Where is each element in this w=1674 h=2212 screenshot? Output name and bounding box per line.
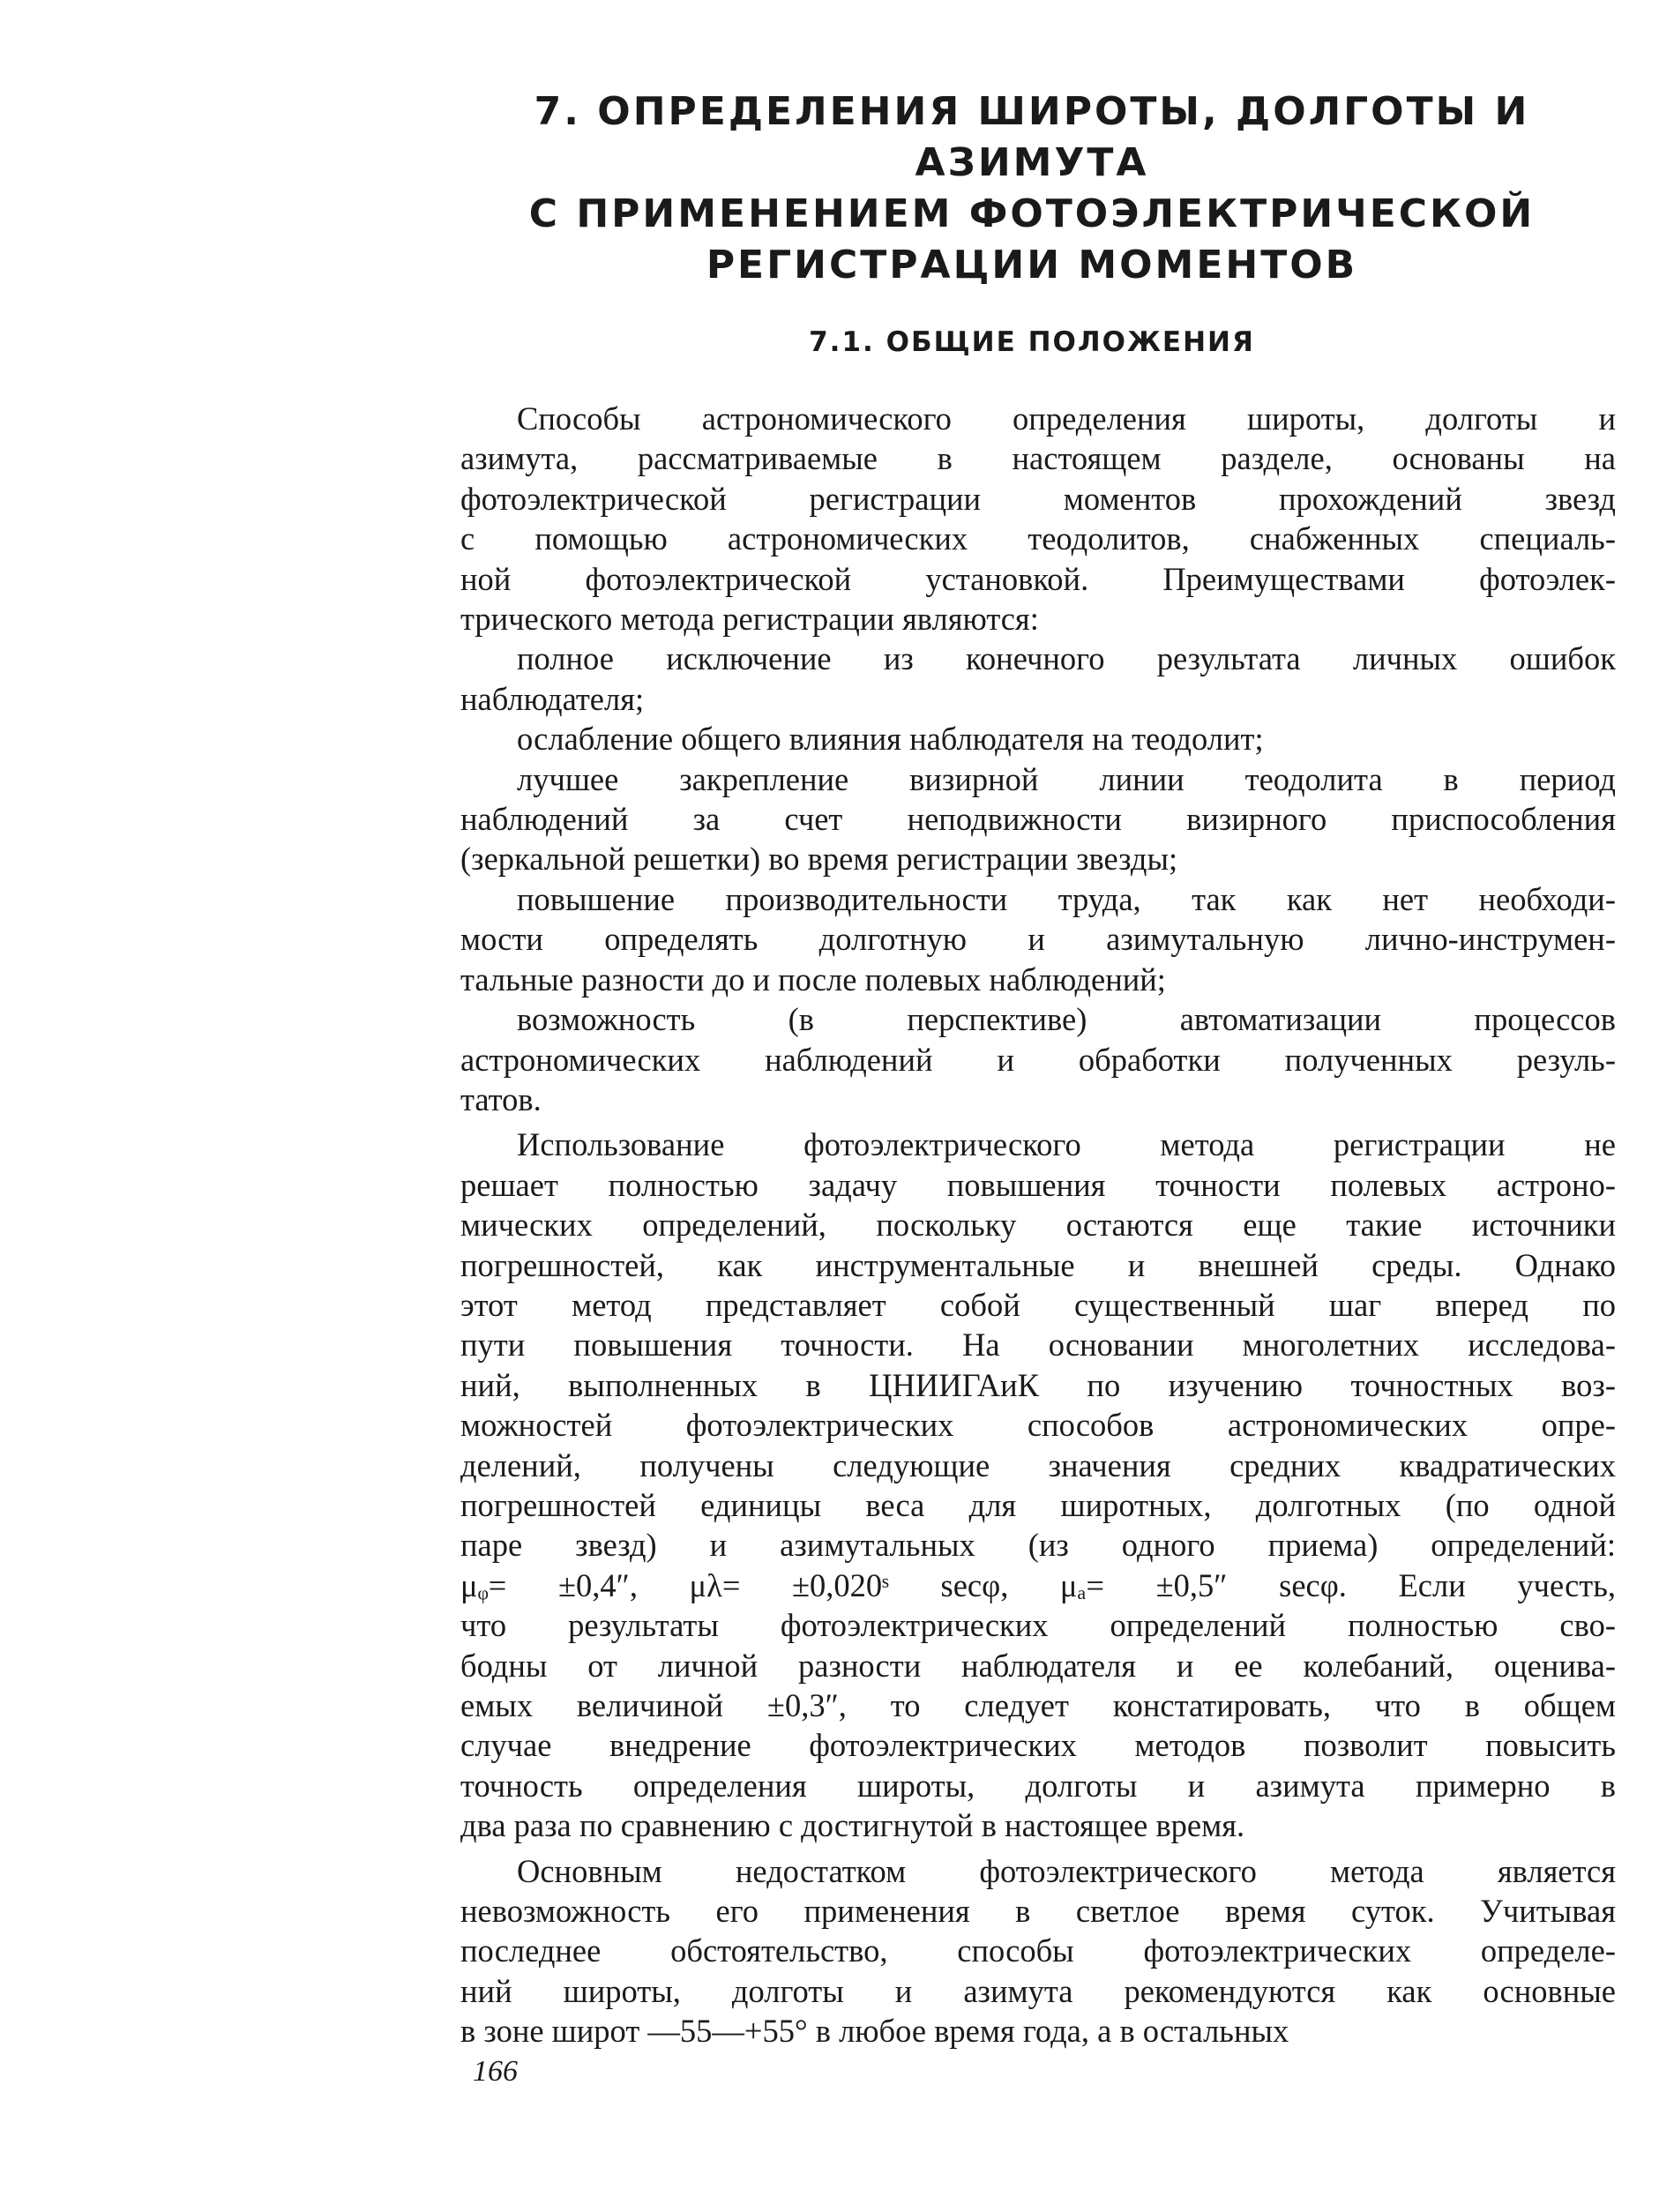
paragraph <box>460 399 1616 639</box>
chapter-title-line: РЕГИСТРАЦИИ МОМЕНТОВ <box>706 243 1358 288</box>
paragraph <box>460 999 1616 1119</box>
text-line: ослабление общего влияния наблюдателя на теодолит; <box>517 721 1264 758</box>
text-line: можностей фотоэлектрических способов астрономических опре- <box>460 1407 1616 1444</box>
text-line: что результаты фотоэлектрических определений полностью сво- <box>460 1607 1616 1644</box>
text-line: паре звезд) и азимутальных (из одного приема) определений: <box>460 1527 1616 1564</box>
section-title: 7.1. ОБЩИЕ ПОЛОЖЕНИЯ <box>809 326 1255 358</box>
text-line: лучшее закрепление визирной линии теодолита в период <box>517 760 1616 797</box>
text-line: возможность (в перспективе) автоматизации процессов <box>517 1001 1616 1038</box>
text-line: астрономических наблюдений и обработки полученных резуль- <box>460 1041 1616 1078</box>
chapter-title <box>459 86 1605 291</box>
chapter-title-line: С ПРИМЕНЕНИЕМ ФОТОЭЛЕКТРИЧЕСКОЙ <box>528 191 1536 236</box>
paragraph <box>460 759 1616 879</box>
paragraph <box>460 1851 1616 2051</box>
text-line: ний широты, долготы и азимута рекомендуются как основные <box>460 1972 1616 2009</box>
text-line: (зеркальной решетки) во время регистрации звезды; <box>460 841 1178 878</box>
text-line: полное исключение из конечного результата личных ошибок <box>517 640 1616 677</box>
text-line: наблюдателя; <box>460 680 645 717</box>
text-line: Основным недостатком фотоэлектрического метода является <box>517 1852 1616 1889</box>
paragraph <box>460 879 1616 999</box>
text-line: этот метод представляет собой существенный шаг вперед по <box>460 1286 1616 1323</box>
text-line: Использование фотоэлектрического метода регистрации не <box>517 1126 1616 1163</box>
text-line: повышение производительности труда, так как нет необходи- <box>517 880 1616 917</box>
text-line: мости определять долготную и азимутальную лично-инструмен- <box>460 921 1616 958</box>
text-line: бодны от личной разности наблюдателя и ее колебаний, оценива- <box>460 1647 1616 1684</box>
text-line: погрешностей единицы веса для широтных, долготных (по одной <box>460 1486 1616 1523</box>
text-line: μᵩ= ±0,4″, μλ= ±0,020ˢ secφ, μₐ= ±0,5″ secφ. Если учесть, <box>460 1566 1616 1603</box>
text-line: мических определений, поскольку остаются еще такие источники <box>460 1207 1616 1244</box>
text-line: в зоне широт —55—+55° в любое время года, а в остальных <box>460 2013 1289 2050</box>
text-line: невозможность его применения в светлое время суток. Учитывая <box>460 1893 1616 1930</box>
text-line: случае внедрение фотоэлектрических методов позволит повысить <box>460 1727 1616 1764</box>
text-line: ний, выполненных в ЦНИИГАиК по изучению точностных воз- <box>460 1366 1616 1403</box>
text-line: ной фотоэлектрической установкой. Преимуществами фотоэлек- <box>460 560 1616 597</box>
text-line: точность определения широты, долготы и азимута примерно в <box>460 1767 1616 1804</box>
paragraph <box>460 1125 1616 1845</box>
paragraph <box>460 719 1616 759</box>
text-line: решает полностью задачу повышения точности полевых астроно- <box>460 1166 1616 1203</box>
text-line: татов. <box>460 1080 542 1117</box>
text-line: погрешностей, как инструментальные и внешней среды. Однако <box>460 1246 1616 1283</box>
text-line: емых величиной ±0,3″, то следует констатировать, что в общем <box>460 1687 1616 1723</box>
text-line: с помощью астрономических теодолитов, снабженных специаль- <box>460 520 1616 557</box>
text-line: наблюдений за счет неподвижности визирного приспособления <box>460 801 1616 838</box>
body-text <box>460 399 1616 2051</box>
text-line: делений, получены следующие значения средних квадратических <box>460 1446 1616 1483</box>
text-line: Способы астрономического определения широты, долготы и <box>517 400 1616 437</box>
text-line: трического метода регистрации являются: <box>460 601 1039 638</box>
page-number: 166 <box>473 2055 518 2088</box>
text-line: два раза по сравнению с достигнутой в настоящее время. <box>460 1807 1245 1844</box>
chapter-title-line: 7. ОПРЕДЕЛЕНИЯ ШИРОТЫ, ДОЛГОТЫ И АЗИМУТА <box>534 89 1530 185</box>
paragraph <box>460 639 1616 719</box>
text-line: пути повышения точности. На основании многолетних исследова- <box>460 1326 1616 1364</box>
text-line: последнее обстоятельство, способы фотоэлектрических определе- <box>460 1932 1616 1969</box>
text-line: тальные разности до и после полевых наблюдений; <box>460 960 1166 998</box>
text-line: фотоэлектрической регистрации моментов прохождений звезд <box>460 480 1616 517</box>
text-line: азимута, рассматриваемые в настоящем разделе, основаны на <box>460 440 1616 477</box>
